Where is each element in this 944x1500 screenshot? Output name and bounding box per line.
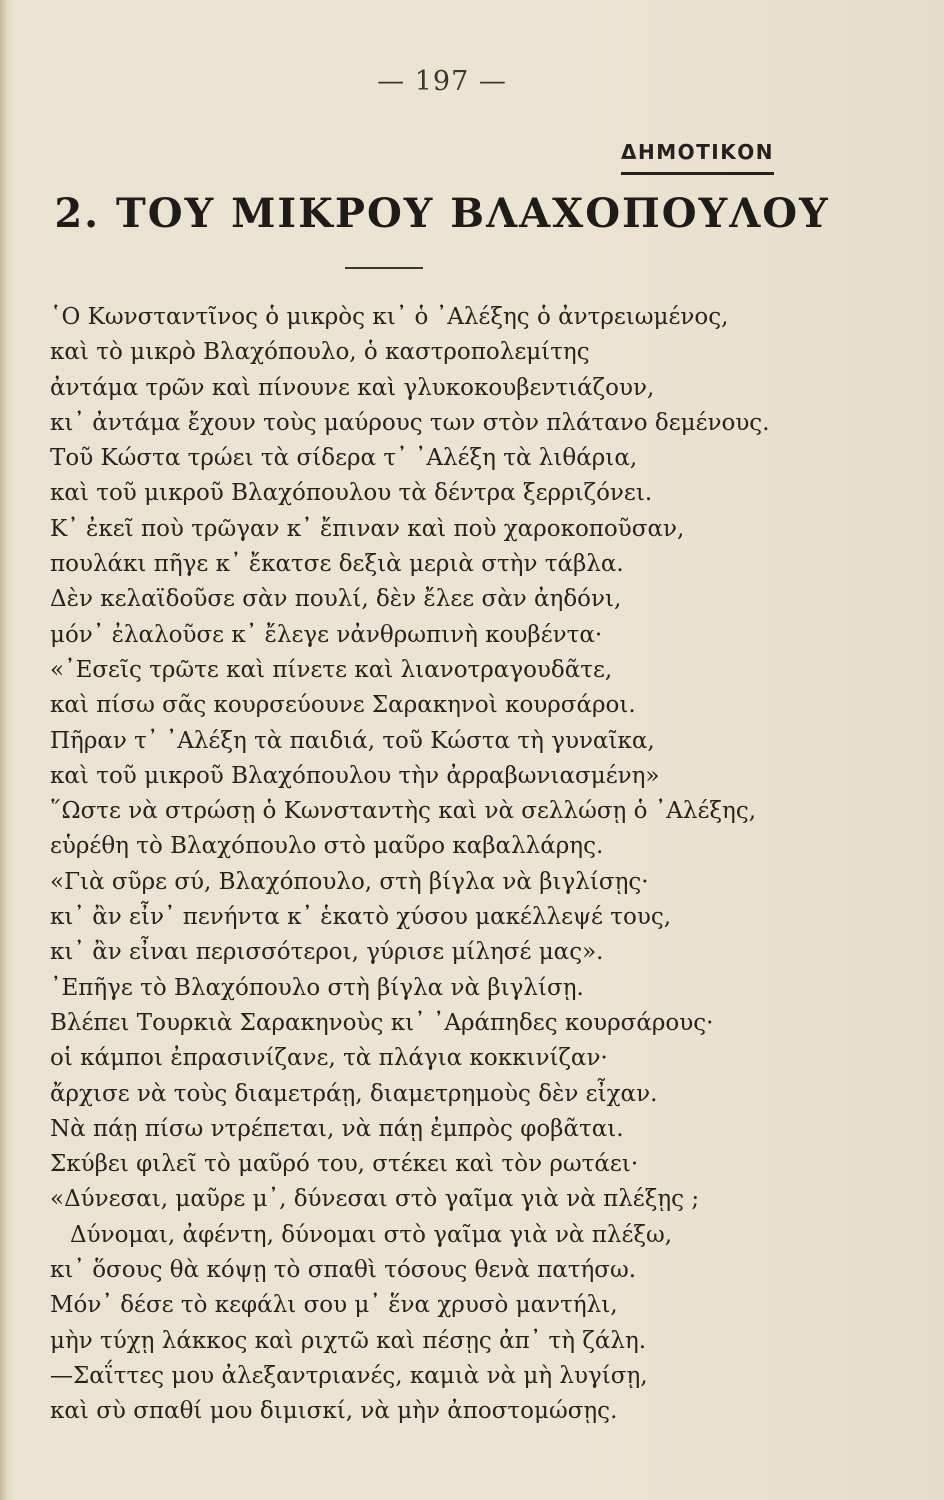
poem-line: Μόν᾿ δέσε τὸ κεφάλι σου μ᾿ ἕνα χρυσὸ μαντήλι, [50, 1292, 618, 1319]
poem-line: πουλάκι πῆγε κ᾿ ἔκατσε δεξιὰ μεριὰ στὴν τάβλα. [50, 551, 624, 578]
poem-line: Δύνομαι, ἀφέντη, δύνομαι στὸ γαῖμα γιὰ νὰ πλέξω, [70, 1221, 673, 1248]
poem-line: ᾿Επῆγε τὸ Βλαχόπουλο στὴ βίγλα νὰ βιγλίσῃ. [50, 974, 584, 1001]
poem-title: 2. ΤΟΥ ΜΙΚΡΟΥ ΒΛΑΧΟΠΟΥΛΟΥ [54, 190, 830, 237]
page-number: — 197 — [377, 66, 507, 97]
section-label: ΔΗΜΟΤΙΚΟΝ [621, 140, 774, 175]
poem-line: καὶ τοῦ μικροῦ Βλαχόπουλου τὴν ἀρραβωνιασμένη» [50, 762, 660, 789]
poem-line: καὶ τὸ μικρὸ Βλαχόπουλο, ὁ καστροπολεμίτης [50, 339, 590, 366]
poem-line: κι᾿ ὅσους θὰ κόψῃ τὸ σπαθὶ τόσους θενὰ πατήσω. [50, 1257, 637, 1284]
poem-line: Σκύβει φιλεῖ τὸ μαῦρό του, στέκει καὶ τὸν ρωτάει· [50, 1151, 639, 1178]
poem-line: μὴν τύχῃ λάκκος καὶ ριχτῶ καὶ πέσῃς ἀπ᾿ τὴ ζάλη. [50, 1327, 647, 1354]
poem-line: Βλέπει Τουρκιὰ Σαρακηνοὺς κι᾿ ᾿Αράπηδες κουρσάρους· [50, 1009, 714, 1036]
poem-line: κι᾿ ἀντάμα ἔχουν τοὺς μαύρους των στὸν πλάτανο δεμένους. [50, 409, 770, 436]
poem-line: ῾Ο Κωνσταντῖνος ὁ μικρὸς κι᾿ ὁ ᾿Αλέξης ὁ ἀντρειωμένος, [50, 304, 729, 330]
poem-line: καὶ σὺ σπαθί μου διμισκί, νὰ μὴν ἀποστομώσῃς. [50, 1398, 618, 1425]
poem-line: ἄρχισε νὰ τοὺς διαμετράῃ, διαμετρημοὺς δὲν εἶχαν. [50, 1080, 658, 1107]
poem-line: κι᾿ ἂν εἶν᾿ πενήντα κ᾿ ἑκατὸ χύσου μακέλλεψέ τους, [50, 904, 672, 931]
poem-line: —Σαΐττες μου ἀλεξαντριανές, καμιὰ νὰ μὴ λυγίσῃ, [50, 1362, 648, 1389]
title-divider [345, 267, 423, 269]
poem-line: Τοῦ Κώστα τρώει τὰ σίδερα τ᾿ ᾿Αλέξη τὰ λιθάρια, [50, 445, 638, 472]
poem-line: Κ᾿ ἐκεῖ ποὺ τρῶγαν κ᾿ ἔπιναν καὶ ποὺ χαροκοποῦσαν, [50, 515, 685, 542]
poem-line: κι᾿ ἂν εἶναι περισσότεροι, γύρισε μίλησέ μας». [50, 939, 604, 966]
poem-line: καὶ πίσω σᾶς κουρσεύουνε Σαρακηνοὶ κουρσάροι. [50, 692, 636, 719]
poem-line: Νὰ πάῃ πίσω ντρέπεται, νὰ πάῃ ἐμπρὸς φοβᾶται. [50, 1115, 624, 1142]
poem-line: ἀντάμα τρῶν καὶ πίνουνε καὶ γλυκοκουβεντιάζουν, [50, 374, 655, 401]
poem-line: καὶ τοῦ μικροῦ Βλαχόπουλου τὰ δέντρα ξερριζόνει. [50, 480, 653, 507]
poem-line: ῞Ωστε νὰ στρώσῃ ὁ Κωνσταντὴς καὶ νὰ σελλώσῃ ὁ ᾿Αλέξης, [50, 798, 757, 825]
poem-line: Πῆραν τ᾿ ᾿Αλέξη τὰ παιδιά, τοῦ Κώστα τὴ γυναῖκα, [50, 727, 655, 754]
poem-line: «Γιὰ σῦρε σύ, Βλαχόπουλο, στὴ βίγλα νὰ βιγλίσῃς· [50, 868, 649, 895]
poem-line: «Δύνεσαι, μαῦρε μ᾿, δύνεσαι στὸ γαῖμα γιὰ νὰ πλέξῃς ; [50, 1186, 700, 1213]
poem-line: Δὲν κελαϊδοῦσε σὰν πουλί, δὲν ἔλεε σὰν ἀηδόνι, [50, 586, 622, 613]
poem-body [50, 300, 790, 1430]
poem-line: εὑρέθη τὸ Βλαχόπουλο στὸ μαῦρο καβαλλάρης. [50, 833, 604, 860]
poem-line: οἱ κάμποι ἐπρασινίζανε, τὰ πλάγια κοκκινίζαν· [50, 1045, 608, 1072]
poem-line: μόν᾿ ἐλαλοῦσε κ᾿ ἔλεγε νἀνθρωπινὴ κουβέντα· [50, 621, 603, 648]
poem-line: «᾿Εσεῖς τρῶτε καὶ πίνετε καὶ λιανοτραγουδᾶτε, [50, 656, 613, 683]
